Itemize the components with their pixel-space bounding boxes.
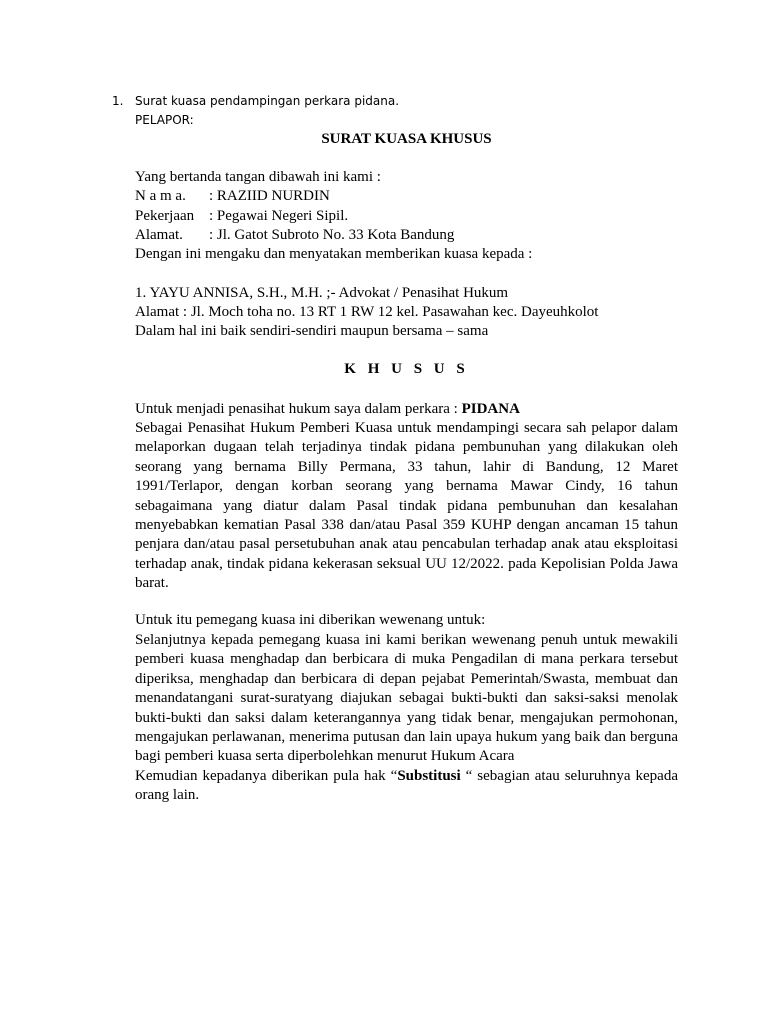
- grantor-job-row: [135, 208, 348, 225]
- job-label: Pekerjaan: [135, 208, 195, 224]
- intro-line: Yang bertanda tangan dibawah ini kami :: [135, 169, 381, 185]
- attorney-name-line: 1. YAYU ANNISA, S.H., M.H. ;- Advokat / Penasihat Hukum: [135, 285, 509, 301]
- matter-prefix: Untuk menjadi penasihat hukum saya dalam perkara :: [135, 401, 462, 417]
- job-value: : Pegawai Negeri Sipil.: [209, 208, 349, 224]
- grantor-name-row: [135, 188, 330, 205]
- substitution-word: Substitusi: [397, 767, 461, 784]
- substitution-prefix: Kemudian kepadanya diberikan pula hak “: [135, 767, 398, 784]
- grant-statement: Dengan ini mengaku dan menyatakan memberikan kuasa kepada :: [135, 246, 533, 262]
- list-number: 1.: [112, 94, 124, 108]
- address-label: Alamat.: [135, 227, 183, 243]
- attorney-capacity-line: Dalam hal ini baik sendiri-sendiri maupun bersama – sama: [135, 323, 489, 339]
- attorney-address-line: Alamat : Jl. Moch toha no. 13 RT 1 RW 12 kel. Pasawahan kec. Dayeuhkolot: [135, 304, 599, 320]
- authority-body: Selanjutnya kepada pemegang kuasa ini kami berikan wewenang penuh untuk mewakili pemberi kuasa menghadap dan berbicara di muka Pengadilan di mana perkara tersebut diperiksa, menghadap dan berbicara di depan pejabat Pemerintah/Swasta, membuat dan menandatangani surat-suratyang diajukan sebagai bukti-bukti dan saksi-saksi menolak bukti-bukti dan saksi dalam keterangannya yang tidak benar, mengajukan permohonan, mengajukan perlawanan, menerima putusan dan lain upaya hukum yang baik dan berguna bagi pemberi kuasa serta diperbolehkan menurut Hukum Acara: [135, 632, 678, 765]
- list-item-text: Surat kuasa pendampingan perkara pidana.: [135, 94, 400, 108]
- document-title: SURAT KUASA KHUSUS: [321, 131, 492, 147]
- authority-paragraph: [135, 631, 678, 806]
- case-type: PIDANA: [461, 401, 520, 417]
- matter-line: [135, 401, 520, 418]
- matter-paragraph: Sebagai Penasihat Hukum Pemberi Kuasa untuk mendampingi secara sah pelapor dalam melaporkan dugaan telah terjadinya tindak pidana pembunuhan yang dilakukan oleh seorang yang bernama Billy Permana, 33 tahun, lahir di Bandung, 12 Maret 1991/Terlapor, dengan korban seorang yang bernama Mawar Cindy, 16 tahun sebagaimana yang diatur dalam Pasal tindak pidana pembunuhan dan kesalahan menyebabkan kematian Pasal 338 dan/atau Pasal 359 KUHP dengan ancaman 15 tahun penjara dan/atau pasal persetubuhan anak atau pencabulan terhadap anak atau eksploitasi terhadap anak, tindak pidana kekerasan seksual UU 12/2022. pada Kepolisian Polda Jawa barat.: [135, 420, 678, 592]
- grantor-address-row: [135, 227, 454, 244]
- name-label: N a m a.: [135, 188, 186, 204]
- pelapor-label: PELAPOR:: [135, 113, 194, 127]
- name-value: : RAZIID NURDIN: [209, 188, 330, 204]
- list-item: [112, 94, 399, 108]
- khusus-heading: K H U S U S: [344, 361, 469, 377]
- address-value: : Jl. Gatot Subroto No. 33 Kota Bandung: [209, 227, 455, 243]
- substitution-suffix: “ sebagian atau seluruhnya kepada orang lain.: [135, 767, 678, 804]
- authority-intro: Untuk itu pemegang kuasa ini diberikan wewenang untuk:: [135, 612, 486, 628]
